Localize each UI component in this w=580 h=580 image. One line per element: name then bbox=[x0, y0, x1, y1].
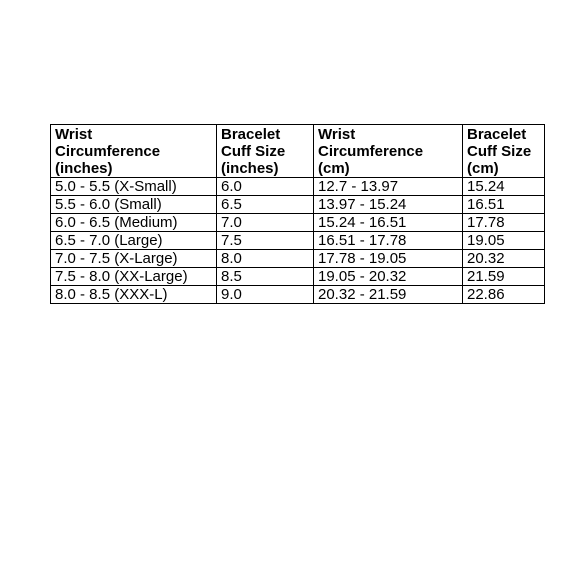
cell-cuff-inches: 8.0 bbox=[217, 250, 314, 268]
cell-cuff-cm: 15.24 bbox=[463, 178, 545, 196]
table-row bbox=[51, 232, 545, 250]
cell-wrist-cm: 15.24 - 16.51 bbox=[314, 214, 463, 232]
cell-wrist-cm: 12.7 - 13.97 bbox=[314, 178, 463, 196]
header-cuff-cm bbox=[463, 125, 545, 178]
table-row bbox=[51, 214, 545, 232]
header-line: Cuff Size bbox=[467, 143, 532, 160]
header-line: Bracelet bbox=[221, 126, 281, 143]
cell-wrist-cm: 13.97 - 15.24 bbox=[314, 196, 463, 214]
cell-cuff-inches: 9.0 bbox=[217, 286, 314, 304]
cell-cuff-cm: 19.05 bbox=[463, 232, 545, 250]
cell-cuff-inches: 7.5 bbox=[217, 232, 314, 250]
cell-wrist-inches: 7.5 - 8.0 (XX-Large) bbox=[51, 268, 217, 286]
header-line: (cm) bbox=[467, 160, 499, 177]
table-row bbox=[51, 286, 545, 304]
cell-wrist-inches: 5.0 - 5.5 (X-Small) bbox=[51, 178, 217, 196]
cell-cuff-cm: 21.59 bbox=[463, 268, 545, 286]
header-line: (inches) bbox=[221, 160, 279, 177]
cell-cuff-inches: 6.5 bbox=[217, 196, 314, 214]
header-line: Cuff Size bbox=[221, 143, 286, 160]
cell-cuff-cm: 22.86 bbox=[463, 286, 545, 304]
header-row bbox=[51, 125, 545, 178]
cell-cuff-inches: 6.0 bbox=[217, 178, 314, 196]
header-line: (inches) bbox=[55, 160, 113, 177]
header-line: Bracelet bbox=[467, 126, 527, 143]
cell-wrist-cm: 19.05 - 20.32 bbox=[314, 268, 463, 286]
header-line: Circumference bbox=[318, 143, 424, 160]
cell-wrist-cm: 17.78 - 19.05 bbox=[314, 250, 463, 268]
header-wrist-cm bbox=[314, 125, 463, 178]
cell-cuff-cm: 17.78 bbox=[463, 214, 545, 232]
header-line: Circumference bbox=[55, 143, 161, 160]
table-row bbox=[51, 196, 545, 214]
cell-wrist-inches: 6.0 - 6.5 (Medium) bbox=[51, 214, 217, 232]
header-cuff-inches bbox=[217, 125, 314, 178]
header-line: Wrist bbox=[55, 126, 93, 143]
cell-wrist-inches: 6.5 - 7.0 (Large) bbox=[51, 232, 217, 250]
cell-cuff-cm: 16.51 bbox=[463, 196, 545, 214]
table-row bbox=[51, 178, 545, 196]
cell-wrist-cm: 20.32 - 21.59 bbox=[314, 286, 463, 304]
cell-cuff-inches: 7.0 bbox=[217, 214, 314, 232]
header-line: Wrist bbox=[318, 126, 356, 143]
cell-wrist-cm: 16.51 - 17.78 bbox=[314, 232, 463, 250]
cell-wrist-inches: 5.5 - 6.0 (Small) bbox=[51, 196, 217, 214]
cell-cuff-inches: 8.5 bbox=[217, 268, 314, 286]
size-chart-table bbox=[50, 124, 545, 304]
cell-wrist-inches: 8.0 - 8.5 (XXX-L) bbox=[51, 286, 217, 304]
table-row bbox=[51, 250, 545, 268]
cell-wrist-inches: 7.0 - 7.5 (X-Large) bbox=[51, 250, 217, 268]
header-line: (cm) bbox=[318, 160, 350, 177]
header-wrist-inches bbox=[51, 125, 217, 178]
cell-cuff-cm: 20.32 bbox=[463, 250, 545, 268]
table-row bbox=[51, 268, 545, 286]
